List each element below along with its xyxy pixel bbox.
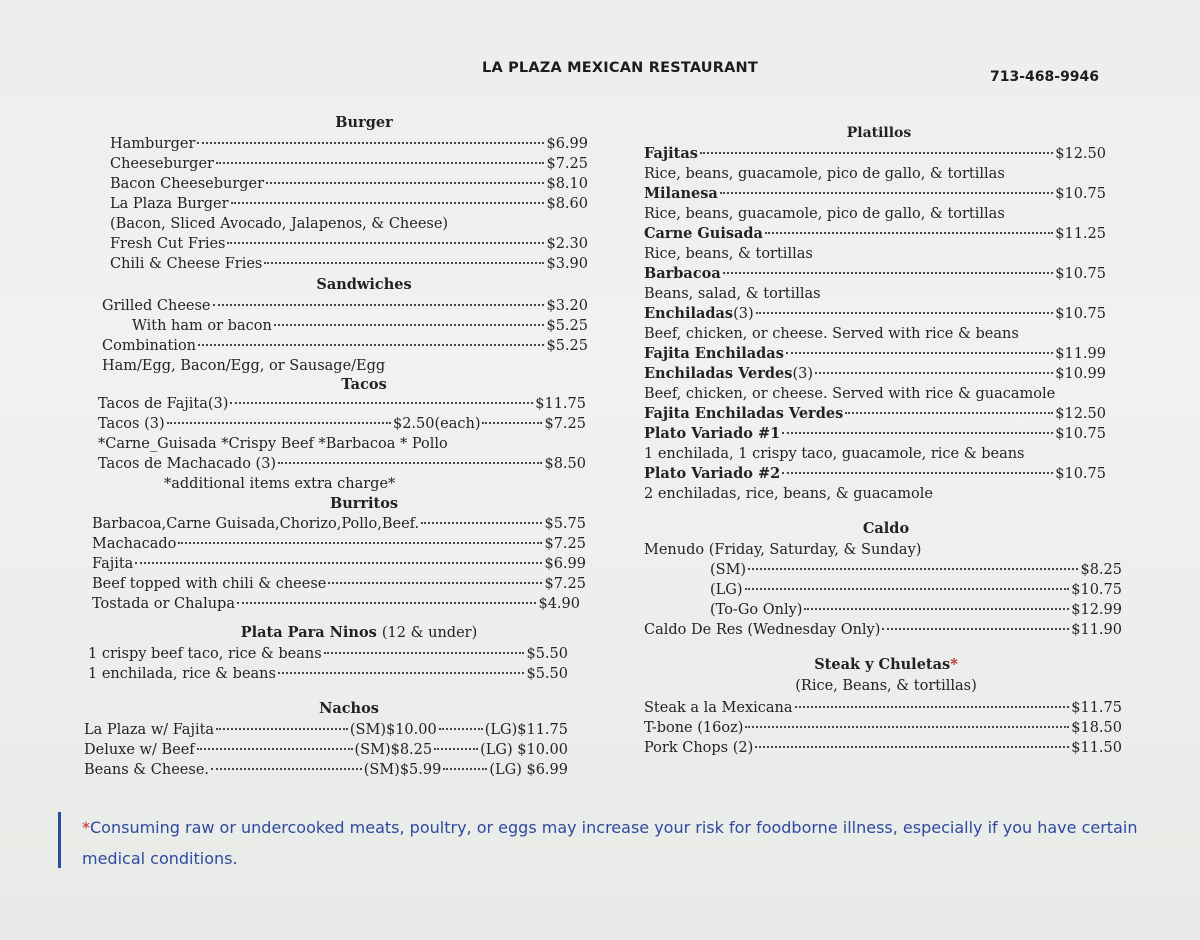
menu-item: Grilled Cheese $3.20	[102, 298, 588, 314]
menu-item: Tacos (3) $2.50(each) $7.25	[98, 416, 586, 432]
menu-item: With ham or bacon $5.25	[132, 318, 588, 334]
item-desc: Rice, beans, guacamole, pico de gallo, & tortillas	[644, 206, 1005, 222]
section-caldo	[644, 518, 1124, 640]
section-title: Burger	[335, 114, 393, 131]
menu-item: Carne Guisada $11.25	[644, 225, 1106, 242]
item-note: *additional items extra charge*	[164, 476, 396, 492]
menu-item: Beef topped with chili & cheese $7.25	[92, 576, 586, 592]
section-title: Steak y Chuletas*	[814, 656, 958, 673]
menu-item: 1 crispy beef taco, rice & beans $5.50	[88, 646, 568, 662]
item-desc: Rice, beans, & tortillas	[644, 246, 813, 262]
menu-item: (LG) $10.75	[710, 582, 1122, 598]
menu-item: Fajitas $12.50	[644, 145, 1106, 162]
left-column	[84, 112, 604, 780]
item-note: Ham/Egg, Bacon/Egg, or Sausage/Egg	[102, 358, 386, 374]
menu-item: Fajita $6.99	[92, 556, 586, 572]
menu-item: Fajita Enchiladas Verdes $12.50	[644, 405, 1106, 422]
section-title: Plata Para Ninos (12 & under)	[240, 624, 478, 641]
menu-item: Barbacoa,Carne Guisada,Chorizo,Pollo,Beef. $5.75	[92, 516, 586, 532]
section-tacos	[84, 376, 604, 494]
menu-item: Barbacoa $10.75	[644, 265, 1106, 282]
item-desc: Beans, salad, & tortillas	[644, 286, 821, 302]
menu-item: Plato Variado #2 $10.75	[644, 465, 1106, 482]
footer-accent-bar	[58, 812, 61, 868]
menu-item: Plato Variado #1 $10.75	[644, 425, 1106, 442]
right-column	[644, 122, 1124, 758]
item-desc: 1 enchilada, 1 crispy taco, guacamole, rice & beans	[644, 446, 1025, 462]
item-desc: Beef, chicken, or cheese. Served with rice & guacamole	[644, 386, 1056, 402]
section-title: Tacos	[341, 376, 387, 393]
section-title: Nachos	[319, 700, 379, 717]
phone-number: 713-468-9946	[990, 69, 1100, 85]
menu-item: Fresh Cut Fries $2.30	[110, 236, 588, 252]
menu-item: Machacado $7.25	[92, 536, 586, 552]
menu-item: La Plaza w/ Fajita (SM)$10.00 (LG)$11.75	[84, 722, 568, 738]
menu-item: 1 enchilada, rice & beans $5.50	[88, 666, 568, 682]
menu-item: Deluxe w/ Beef (SM)$8.25 (LG) $10.00	[84, 742, 568, 758]
menu-item: (To-Go Only) $12.99	[710, 602, 1122, 618]
menu-item: Beans & Cheese. (SM)$5.99 (LG) $6.99	[84, 762, 568, 778]
menu-item: Chili & Cheese Fries $3.90	[110, 256, 588, 272]
section-burger	[84, 112, 604, 274]
item-note: (Bacon, Sliced Avocado, Jalapenos, & Cheese)	[110, 216, 449, 232]
menu-item: Fajita Enchiladas $11.99	[644, 345, 1106, 362]
item-desc: 2 enchiladas, rice, beans, & guacamole	[644, 486, 933, 502]
section-steak	[644, 654, 1124, 758]
menu-item: Hamburger $6.99	[110, 136, 588, 152]
menu-item: Combination $5.25	[102, 338, 588, 354]
item-desc: Rice, beans, guacamole, pico de gallo, & tortillas	[644, 166, 1005, 182]
section-title: Platillos	[846, 125, 912, 141]
menu-item: Cheeseburger $7.25	[110, 156, 588, 172]
restaurant-name: LA PLAZA MEXICAN RESTAURANT	[482, 60, 758, 76]
menu-item: Enchiladas (3) $10.75	[644, 305, 1106, 322]
section-title: Sandwiches	[316, 276, 412, 293]
section-subtitle: (Rice, Beans, & tortillas)	[795, 678, 977, 694]
menu-item: La Plaza Burger $8.60	[110, 196, 588, 212]
menu-item: Tacos de Fajita(3) $11.75	[98, 396, 586, 412]
section-ninos	[84, 622, 604, 684]
item-note: *Carne_Guisada *Crispy Beef *Barbacoa * Pollo	[98, 436, 448, 452]
section-title: Burritos	[329, 495, 399, 512]
menu-item: T-bone (16oz) $18.50	[644, 720, 1122, 736]
item-note: Menudo (Friday, Saturday, & Sunday)	[644, 542, 922, 558]
section-platillos	[644, 122, 1124, 504]
section-title: Caldo	[862, 520, 910, 537]
menu-item: Steak a la Mexicana $11.75	[644, 700, 1122, 716]
menu-item: Tacos de Machacado (3) $8.50	[98, 456, 586, 472]
item-desc: Beef, chicken, or cheese. Served with rice & beans	[644, 326, 1019, 342]
section-sandwiches	[84, 274, 604, 376]
menu-item: (SM) $8.25	[710, 562, 1122, 578]
menu-item: Enchiladas Verdes (3) $10.99	[644, 365, 1106, 382]
menu-item: Pork Chops (2) $11.50	[644, 740, 1122, 756]
menu-item: Bacon Cheeseburger $8.10	[110, 176, 588, 192]
menu-item: Caldo De Res (Wednesday Only) $11.90	[644, 622, 1122, 638]
section-burritos	[84, 494, 604, 614]
health-disclaimer: *Consuming raw or undercooked meats, poultry, or eggs may increase your risk for foodborne illness, especially if you have certain medical conditions.	[82, 818, 1138, 868]
menu-item: Milanesa $10.75	[644, 185, 1106, 202]
menu-item: Tostada or Chalupa $4.90	[92, 596, 580, 612]
section-nachos	[84, 698, 604, 780]
